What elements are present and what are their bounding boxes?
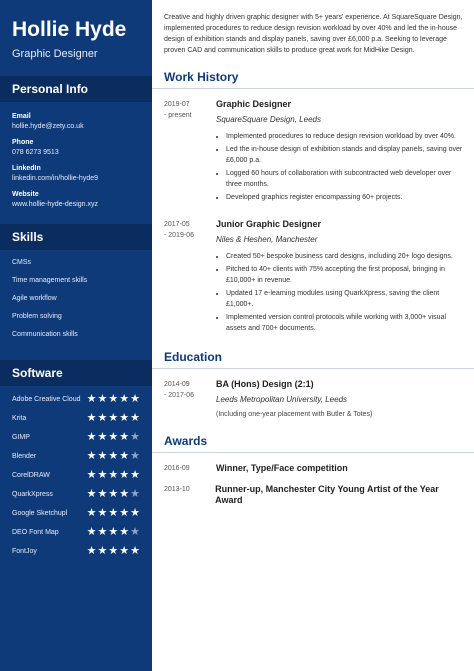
degree-title: BA (Hons) Design (2:1) bbox=[216, 379, 314, 389]
skill-item: Time management skills bbox=[12, 277, 88, 284]
website-value[interactable]: www.hollie-hyde-design.xyz bbox=[12, 201, 98, 208]
website-label: Website bbox=[12, 191, 39, 198]
award-date: 2013-10 bbox=[164, 486, 190, 493]
skills-list bbox=[0, 250, 152, 344]
software-item bbox=[0, 428, 152, 447]
personal-info-list bbox=[0, 102, 152, 208]
school-name: Leeds Metropolitan University, Leeds bbox=[216, 395, 348, 404]
star-icon: ★ bbox=[119, 412, 130, 424]
star-icon: ★ bbox=[108, 507, 119, 519]
skill-item: Problem solving bbox=[12, 313, 62, 320]
star-icon: ★ bbox=[119, 431, 130, 443]
work-date-start: 2017-05 bbox=[164, 221, 190, 228]
software-item bbox=[0, 542, 152, 561]
education-note: (Including one-year placement with Butler & Totes) bbox=[216, 411, 373, 418]
award-title: Runner-up, Manchester City Young Artist of the Year Award bbox=[215, 484, 439, 505]
software-item bbox=[0, 447, 152, 466]
software-rating bbox=[87, 432, 140, 443]
work-entry bbox=[152, 99, 474, 205]
star-icon: ★ bbox=[108, 526, 119, 538]
job-bullet: • Implemented procedures to reduce design revision workload by over 40%. bbox=[226, 131, 464, 142]
software-name: Blender bbox=[12, 453, 37, 460]
star-icon: ★ bbox=[86, 545, 97, 557]
job-bullet: • Led the in-house design of exhibition stands and display panels, saving over £6,000 p.a. bbox=[226, 144, 464, 166]
software-name: QuarkXpress bbox=[12, 491, 53, 498]
skill-item: CMSs bbox=[12, 259, 32, 266]
star-icon: ★ bbox=[130, 469, 140, 481]
star-icon: ★ bbox=[86, 507, 97, 519]
star-icon: ★ bbox=[86, 412, 97, 424]
personal-info-heading: Personal Info bbox=[0, 76, 152, 102]
star-icon: ★ bbox=[97, 526, 108, 538]
star-icon: ★ bbox=[130, 450, 140, 462]
software-name: GIMP bbox=[12, 434, 30, 441]
star-icon: ★ bbox=[86, 393, 97, 405]
star-icon: ★ bbox=[108, 488, 119, 500]
candidate-name: Hollie Hyde bbox=[12, 18, 127, 41]
software-rating bbox=[87, 527, 140, 538]
star-icon: ★ bbox=[97, 545, 108, 557]
star-icon: ★ bbox=[86, 450, 97, 462]
education-entry-date bbox=[164, 379, 216, 420]
work-history-heading: Work History bbox=[164, 70, 239, 84]
star-icon: ★ bbox=[108, 431, 119, 443]
software-name: CorelDRAW bbox=[12, 472, 50, 479]
software-rating bbox=[87, 451, 140, 462]
star-icon: ★ bbox=[130, 545, 140, 557]
star-icon: ★ bbox=[86, 469, 97, 481]
email-value[interactable]: hollie.hyde@zety.co.uk bbox=[12, 123, 84, 130]
employer: SquareSquare Design, Leeds bbox=[216, 115, 321, 124]
star-icon: ★ bbox=[130, 431, 140, 443]
work-entry-date bbox=[164, 99, 216, 205]
award-entry bbox=[152, 484, 474, 506]
education-divider bbox=[152, 368, 474, 369]
education-entry bbox=[152, 379, 474, 420]
education-entry-body bbox=[216, 379, 464, 420]
job-title: Graphic Designer bbox=[216, 99, 292, 109]
education-heading: Education bbox=[164, 350, 223, 364]
software-name: Google Sketchupl bbox=[12, 510, 68, 517]
star-icon: ★ bbox=[86, 488, 97, 500]
star-icon: ★ bbox=[86, 431, 97, 443]
job-bullet: • Updated 17 e-learning modules using QuarkXpress, saving the client £1,000+. bbox=[226, 288, 464, 310]
main-content bbox=[152, 0, 474, 506]
star-icon: ★ bbox=[97, 469, 108, 481]
star-icon: ★ bbox=[108, 393, 119, 405]
software-list bbox=[0, 386, 152, 561]
sidebar bbox=[0, 0, 152, 671]
star-icon: ★ bbox=[119, 469, 130, 481]
software-rating bbox=[87, 546, 140, 557]
education-date-start: 2014-09 bbox=[164, 381, 190, 388]
software-rating bbox=[87, 394, 140, 405]
award-entry bbox=[152, 463, 474, 474]
software-rating bbox=[87, 470, 140, 481]
star-icon: ★ bbox=[119, 450, 130, 462]
star-icon: ★ bbox=[97, 393, 108, 405]
profile-summary: Creative and highly driven graphic designer with 5+ years' experience. At SquareSquare Design, implemented procedures to reduce design revision workload by over 40% and led the in-house design of exhibition stands and display panels, saving over £6,000 p.a. Seeking to leverage proven CAD and communication skills to produce great work for MidHike Design. bbox=[164, 14, 463, 54]
skill-item: Agile workflow bbox=[12, 295, 57, 302]
candidate-role: Graphic Designer bbox=[12, 48, 98, 60]
education-date-end: - 2017-06 bbox=[164, 392, 194, 399]
award-date: 2016-09 bbox=[164, 465, 190, 472]
star-icon: ★ bbox=[119, 488, 130, 500]
star-icon: ★ bbox=[130, 393, 140, 405]
software-name: DEO Font Map bbox=[12, 529, 59, 536]
star-icon: ★ bbox=[97, 507, 108, 519]
software-name: Adobe Creative Cloud bbox=[12, 396, 81, 403]
star-icon: ★ bbox=[97, 412, 108, 424]
star-icon: ★ bbox=[97, 450, 108, 462]
star-icon: ★ bbox=[97, 431, 108, 443]
work-entry-body bbox=[216, 219, 464, 336]
software-item bbox=[0, 504, 152, 523]
job-title: Junior Graphic Designer bbox=[216, 219, 322, 229]
star-icon: ★ bbox=[86, 526, 97, 538]
job-bullet: • Created 50+ bespoke business card designs, including 20+ logo designs. bbox=[226, 251, 464, 262]
software-item bbox=[0, 523, 152, 542]
job-bullet: • Pitched to 40+ clients with 75% accepting the first proposal, bringing in £10,000+ in revenue. bbox=[226, 264, 464, 286]
star-icon: ★ bbox=[119, 393, 130, 405]
star-icon: ★ bbox=[108, 412, 119, 424]
software-item bbox=[0, 390, 152, 409]
work-date-end: - present bbox=[164, 112, 192, 119]
star-icon: ★ bbox=[119, 526, 130, 538]
job-bullet: • Implemented version control protocols while working with 3,000+ visual assets and 700+ documents. bbox=[226, 312, 464, 334]
linkedin-value[interactable]: linkedin.com/in/hollie-hyde9 bbox=[12, 175, 98, 182]
star-icon: ★ bbox=[119, 507, 130, 519]
star-icon: ★ bbox=[119, 545, 130, 557]
email-label: Email bbox=[12, 113, 31, 120]
software-name: FontJoy bbox=[12, 548, 37, 555]
star-icon: ★ bbox=[130, 507, 140, 519]
software-item bbox=[0, 409, 152, 428]
work-history-divider bbox=[152, 88, 474, 89]
work-entry bbox=[152, 219, 474, 336]
software-name: Krita bbox=[12, 415, 27, 422]
work-entry-date bbox=[164, 219, 216, 336]
star-icon: ★ bbox=[108, 450, 119, 462]
software-heading: Software bbox=[0, 360, 152, 386]
awards-heading: Awards bbox=[164, 434, 208, 448]
job-bullet: • Developed graphics register encompassing 60+ projects. bbox=[226, 192, 464, 203]
star-icon: ★ bbox=[130, 526, 140, 538]
work-date-end: - 2019-06 bbox=[164, 232, 194, 239]
awards-divider bbox=[152, 452, 474, 453]
work-date-start: 2019-07 bbox=[164, 101, 190, 108]
software-rating bbox=[87, 413, 140, 424]
job-bullets bbox=[216, 131, 464, 203]
phone-label: Phone bbox=[12, 139, 34, 146]
star-icon: ★ bbox=[97, 488, 108, 500]
job-bullet: • Logged 60 hours of collaboration with subcontracted web developer over three months. bbox=[226, 168, 464, 190]
job-bullets bbox=[216, 251, 464, 334]
software-rating bbox=[87, 489, 140, 500]
award-title: Winner, Type/Face competition bbox=[216, 463, 348, 473]
software-rating bbox=[87, 508, 140, 519]
software-item bbox=[0, 485, 152, 504]
work-entry-body bbox=[216, 99, 464, 205]
linkedin-label: LinkedIn bbox=[12, 165, 41, 172]
star-icon: ★ bbox=[130, 488, 140, 500]
skills-heading: Skills bbox=[0, 224, 152, 250]
employer: Niles & Heshen, Manchester bbox=[216, 235, 318, 244]
star-icon: ★ bbox=[108, 545, 119, 557]
software-item bbox=[0, 466, 152, 485]
star-icon: ★ bbox=[130, 412, 140, 424]
phone-value[interactable]: 078 6273 9513 bbox=[12, 149, 59, 156]
skill-item: Communication skills bbox=[12, 331, 78, 338]
star-icon: ★ bbox=[108, 469, 119, 481]
